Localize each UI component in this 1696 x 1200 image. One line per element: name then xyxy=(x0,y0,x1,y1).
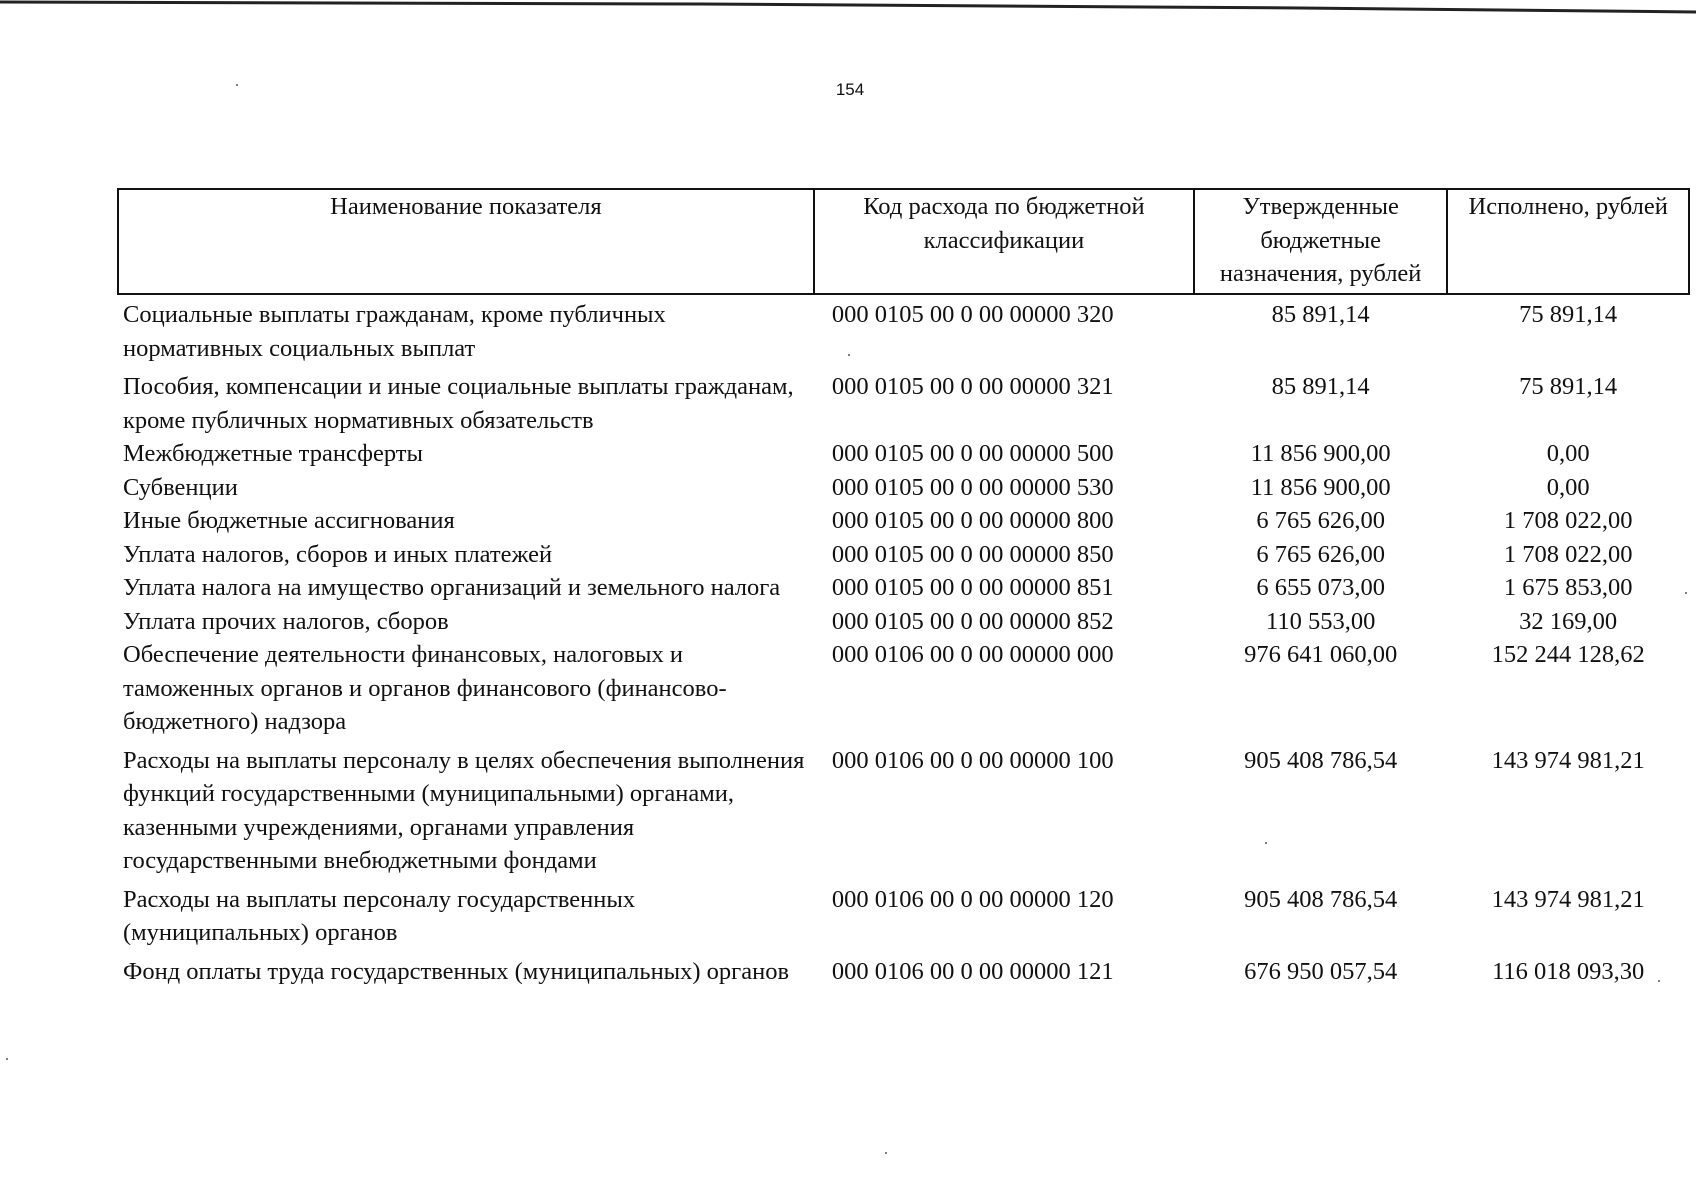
row-code: 000 0105 00 0 00 00000 852 xyxy=(831,607,1114,635)
row-name: Обеспечение деятельности финансовых, налоговых и таможенных органов и органов финансового (финансово-бюджетного) надзора xyxy=(123,641,727,735)
row-executed: 116 018 093,30 xyxy=(1492,957,1645,985)
scan-edge-line xyxy=(0,0,1696,14)
row-executed: 75 891,14 xyxy=(1519,301,1618,328)
row-code: 000 0105 00 0 00 00000 321 xyxy=(831,373,1114,400)
budget-execution-table xyxy=(117,188,1690,988)
row-approved: 6 765 626,00 xyxy=(1256,507,1385,534)
row-name: Иные бюджетные ассигнования xyxy=(123,507,455,534)
table-row xyxy=(118,605,1689,639)
row-name: Уплата прочих налогов, сборов xyxy=(123,607,449,635)
row-code: 000 0105 00 0 00 00000 530 xyxy=(831,473,1114,501)
row-approved: 905 408 786,54 xyxy=(1244,746,1398,774)
row-approved: 6 655 073,00 xyxy=(1256,574,1385,601)
table-header xyxy=(118,189,1689,294)
row-code: 000 0106 00 0 00 00000 120 xyxy=(831,885,1114,913)
row-approved: 676 950 057,54 xyxy=(1244,957,1398,985)
row-name: Субвенции xyxy=(123,473,238,501)
row-executed: 0,00 xyxy=(1546,440,1590,467)
table-row xyxy=(118,437,1689,471)
table-row xyxy=(118,365,1689,437)
row-approved: 976 641 060,00 xyxy=(1244,641,1398,668)
row-approved: 905 408 786,54 xyxy=(1244,885,1398,913)
row-name: Уплата налога на имущество организаций и земельного налога xyxy=(123,574,781,601)
table-row xyxy=(118,878,1689,950)
row-executed: 1 708 022,00 xyxy=(1503,507,1633,534)
row-code: 000 0105 00 0 00 00000 800 xyxy=(831,507,1114,534)
row-executed: 1 675 853,00 xyxy=(1503,574,1633,601)
table-row xyxy=(118,471,1689,505)
row-executed: 32 169,00 xyxy=(1519,607,1618,635)
row-name: Расходы на выплаты персоналу в целях обеспечения выполнения функций государственными (муниципальными) органами, казенными учреждениями, органами управления государственными внебюджетными фондами xyxy=(123,746,805,874)
row-approved: 11 856 900,00 xyxy=(1250,473,1391,501)
table-row xyxy=(118,950,1689,989)
row-name: Уплата налогов, сборов и иных платежей xyxy=(123,540,553,568)
row-name: Пособия, компенсации и иные социальные выплаты гражданам, кроме публичных нормативных обязательств xyxy=(123,373,794,434)
row-approved: 85 891,14 xyxy=(1271,373,1370,400)
row-code: 000 0105 00 0 00 00000 500 xyxy=(831,440,1114,467)
scan-speck xyxy=(236,84,238,86)
header-indicator-name: Наименование показателя xyxy=(118,189,814,294)
table-body xyxy=(118,294,1689,988)
row-executed: 143 974 981,21 xyxy=(1491,746,1645,774)
row-code: 000 0106 00 0 00 00000 100 xyxy=(831,746,1114,774)
scan-speck xyxy=(1685,592,1687,594)
page-number: 154 xyxy=(835,80,865,99)
table-row xyxy=(118,571,1689,605)
row-executed: 143 974 981,21 xyxy=(1491,885,1645,913)
table-row xyxy=(118,739,1689,878)
row-executed: 152 244 128,62 xyxy=(1491,641,1645,668)
row-approved: 110 553,00 xyxy=(1265,607,1376,635)
row-executed: 0,00 xyxy=(1546,473,1590,501)
scan-speck xyxy=(848,354,850,356)
row-code: 000 0106 00 0 00 00000 121 xyxy=(831,957,1114,985)
row-approved: 85 891,14 xyxy=(1271,301,1370,328)
header-approved-amount: Утвержденные бюджетные назначения, рублей xyxy=(1194,189,1447,294)
row-approved: 6 765 626,00 xyxy=(1256,540,1385,568)
row-executed: 75 891,14 xyxy=(1519,373,1618,400)
table-row xyxy=(118,294,1689,365)
row-approved: 11 856 900,00 xyxy=(1250,440,1391,467)
header-budget-code: Код расхода по бюджетной классификации xyxy=(814,189,1194,294)
row-name: Социальные выплаты гражданам, кроме публичных нормативных социальных выплат xyxy=(123,301,666,362)
scan-speck xyxy=(885,1152,887,1154)
table-row xyxy=(118,538,1689,572)
row-name: Расходы на выплаты персоналу государственных (муниципальных) органов xyxy=(123,885,636,946)
scan-speck xyxy=(1658,980,1660,982)
row-name: Межбюджетные трансферты xyxy=(123,440,423,467)
header-executed-amount: Исполнено, рублей xyxy=(1447,189,1689,294)
row-code: 000 0105 00 0 00 00000 320 xyxy=(831,301,1114,328)
table-row xyxy=(118,504,1689,538)
scan-speck xyxy=(6,1058,8,1060)
row-name: Фонд оплаты труда государственных (муниципальных) органов xyxy=(123,957,790,985)
row-code: 000 0105 00 0 00 00000 851 xyxy=(831,574,1114,601)
row-code: 000 0105 00 0 00 00000 850 xyxy=(831,540,1114,568)
table-row xyxy=(118,638,1689,739)
row-executed: 1 708 022,00 xyxy=(1503,540,1633,568)
row-code: 000 0106 00 0 00 00000 000 xyxy=(831,641,1114,668)
scan-speck xyxy=(1265,842,1267,844)
